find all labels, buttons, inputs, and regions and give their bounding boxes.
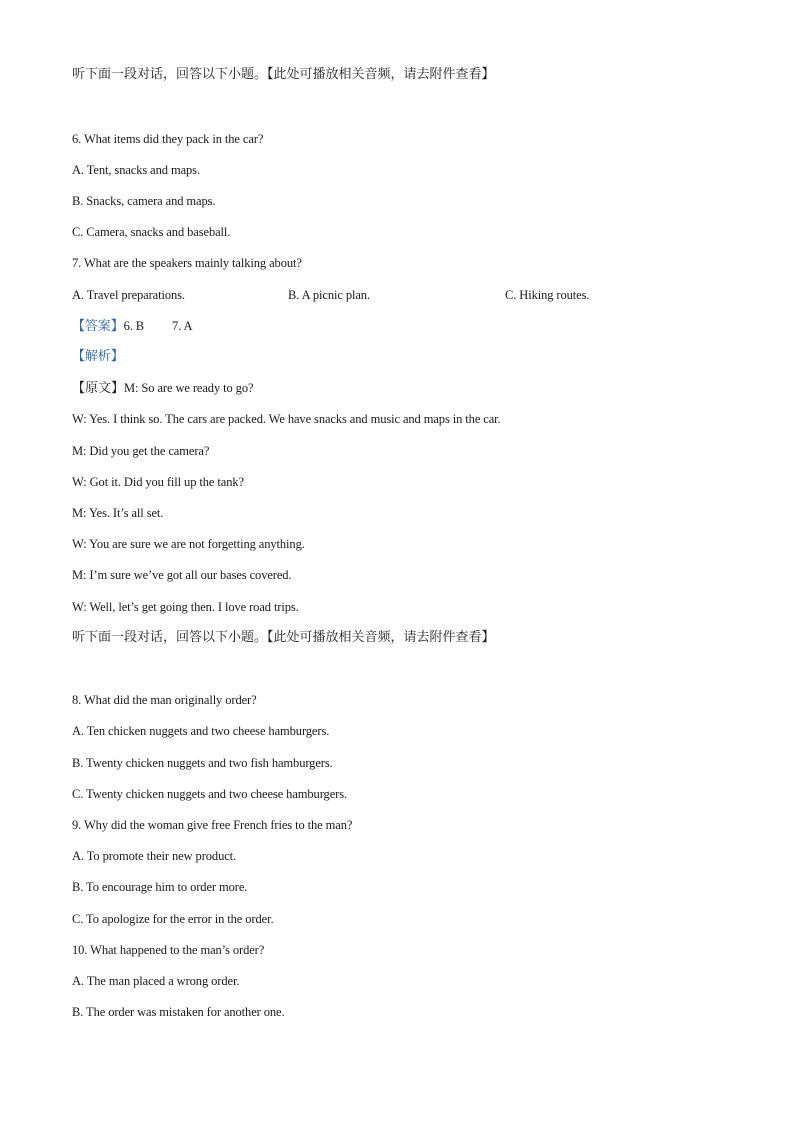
answer-line (72, 318, 192, 335)
section2-instruction: 听下面一段对话，回答以下小题。【此处可播放相关音频，请去附件查看】 (72, 630, 495, 645)
q7-option-c: C. Hiking routes. (505, 288, 590, 302)
q9-option-a: A. To promote their new product. (72, 849, 237, 863)
transcript-line-2: W: Yes. I think so. The cars are packed. We have snacks and music and maps in the car. (72, 412, 501, 426)
question-8: 8. What did the man originally order? (72, 693, 257, 707)
question-7: 7. What are the speakers mainly talking about? (72, 256, 302, 270)
transcript-tag: 【原文】 (72, 381, 125, 396)
q8-option-c: C. Twenty chicken nuggets and two cheese hamburgers. (72, 787, 347, 801)
q8-option-b: B. Twenty chicken nuggets and two fish hamburgers. (72, 756, 333, 770)
q6-option-a: A. Tent, snacks and maps. (72, 163, 200, 177)
q8-option-a: A. Ten chicken nuggets and two cheese hamburgers. (72, 724, 330, 738)
question-6: 6. What items did they pack in the car? (72, 132, 264, 146)
answer-tag: 【答案】 (72, 319, 124, 334)
question-10: 10. What happened to the man’s order? (72, 943, 265, 957)
transcript-line-5: M: Yes. It’s all set. (72, 506, 164, 520)
transcript-line-7: M: I’m sure we’ve got all our bases covered. (72, 568, 292, 582)
answer-7: 7. A (172, 319, 193, 333)
section1-instruction: 听下面一段对话，回答以下小题。【此处可播放相关音频，请去附件查看】 (72, 67, 495, 82)
q7-option-b: B. A picnic plan. (288, 288, 370, 302)
transcript-text-1: M: So are we ready to go? (124, 381, 254, 395)
analysis-tag: 【解析】 (72, 349, 124, 364)
q10-option-b: B. The order was mistaken for another one. (72, 1005, 285, 1019)
question-9: 9. Why did the woman give free French fries to the man? (72, 818, 353, 832)
q9-option-b: B. To encourage him to order more. (72, 880, 248, 894)
q6-option-b: B. Snacks, camera and maps. (72, 194, 216, 208)
q6-option-c: C. Camera, snacks and baseball. (72, 225, 231, 239)
transcript-line-6: W: You are sure we are not forgetting anything. (72, 537, 305, 551)
answer-6: 6. B (123, 319, 145, 333)
q9-option-c: C. To apologize for the error in the order. (72, 912, 274, 926)
transcript-line-3: M: Did you get the camera? (72, 444, 210, 458)
transcript-line-4: W: Got it. Did you fill up the tank? (72, 475, 244, 489)
transcript-line-1 (72, 380, 253, 397)
transcript-line-8: W: Well, let’s get going then. I love road trips. (72, 600, 299, 614)
q10-option-a: A. The man placed a wrong order. (72, 974, 240, 988)
q7-option-a: A. Travel preparations. (72, 288, 185, 302)
